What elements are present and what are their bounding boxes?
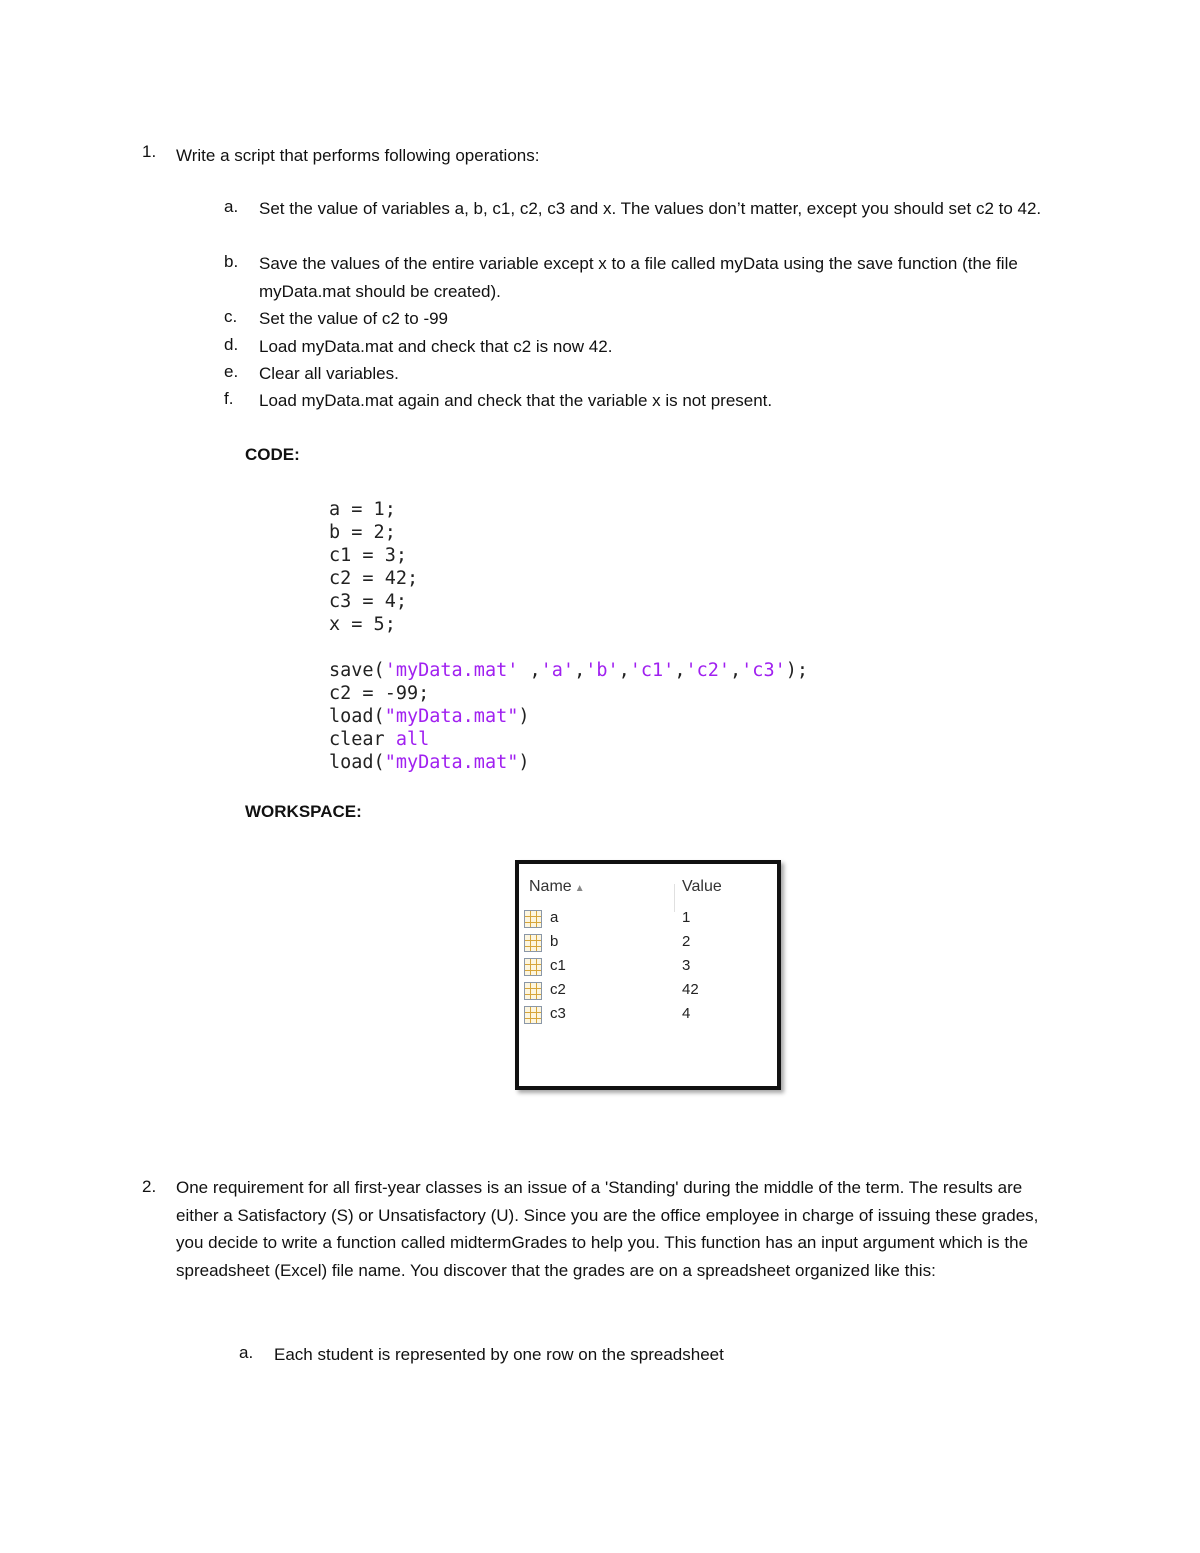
workspace-panel [515, 860, 781, 1090]
question-1-number: 1. [142, 142, 157, 161]
code-line-save: save('myData.mat' ,'a','b','c1','c2','c3'); [329, 660, 809, 681]
q1-item-f-letter: f. [224, 389, 234, 408]
variable-grid-icon [524, 1006, 542, 1024]
workspace-row[interactable]: c3 4 [519, 1004, 777, 1028]
variable-grid-icon [524, 982, 542, 1000]
name-column-header[interactable]: Name ▲ [529, 878, 585, 895]
workspace-row[interactable]: b 2 [519, 932, 777, 956]
value-column-header[interactable]: Value [682, 878, 722, 895]
q1-item-a-text: Set the value of variables a, b, c1, c2, c3 and x. The values don’t matter, except you should set c2 to 42. [259, 199, 1042, 218]
code-line-load-1: load("myData.mat") [329, 706, 530, 727]
variable-grid-icon [524, 958, 542, 976]
code-line-x: x = 5; [329, 614, 396, 635]
code-heading: CODE: [245, 445, 300, 464]
variable-grid-icon [524, 934, 542, 952]
q2-item-a-text: Each student is represented by one row on the spreadsheet [274, 1345, 724, 1364]
q1-item-d-letter: d. [224, 335, 239, 354]
code-line-load-2: load("myData.mat") [329, 752, 530, 773]
question-2-text: One requirement for all first-year classes is an issue of a 'Standing' during the middle of the term. The results are either a Satisfactory (S) or Unsatisfactory (U). Since you are the office employee in charge of issuing these grades, you decide to write a function called midtermGrades to help you. This function has an input argument which is the spreadsheet (Excel) file name. You discover that the grades are on a spreadsheet organized like this: [176, 1178, 1039, 1280]
q1-item-d-text: Load myData.mat and check that c2 is now 42. [259, 337, 613, 356]
code-line-c2: c2 = 42; [329, 568, 419, 589]
workspace-header [519, 878, 777, 902]
q1-item-f-text: Load myData.mat again and check that the variable x is not present. [259, 391, 773, 410]
code-line-b: b = 2; [329, 522, 396, 543]
workspace-row[interactable]: c2 42 [519, 980, 777, 1004]
code-block [329, 498, 808, 774]
sort-ascending-icon: ▲ [574, 883, 585, 894]
q1-item-b-text: Save the values of the entire variable except x to a file called myData using the save function (the file myData.mat should be created). [259, 254, 1018, 301]
variable-grid-icon [524, 910, 542, 928]
workspace-row[interactable]: c1 3 [519, 956, 777, 980]
q1-item-b-letter: b. [224, 252, 239, 271]
code-line-clear: clear all [329, 729, 430, 750]
question-1-text: Write a script that performs following operations: [176, 146, 540, 165]
q1-item-e-letter: e. [224, 362, 239, 381]
q1-item-e-text: Clear all variables. [259, 364, 399, 383]
workspace-row[interactable]: a 1 [519, 908, 777, 932]
question-2-number: 2. [142, 1177, 157, 1196]
code-line-c3: c3 = 4; [329, 591, 407, 612]
q2-item-a-letter: a. [239, 1343, 254, 1362]
code-line-set-c2: c2 = -99; [329, 683, 430, 704]
q1-item-c-letter: c. [224, 307, 238, 326]
q1-item-c-text: Set the value of c2 to -99 [259, 309, 449, 328]
workspace-heading: WORKSPACE: [245, 802, 362, 821]
code-line-c1: c1 = 3; [329, 545, 407, 566]
q1-item-a-letter: a. [224, 197, 239, 216]
code-line-a: a = 1; [329, 499, 396, 520]
